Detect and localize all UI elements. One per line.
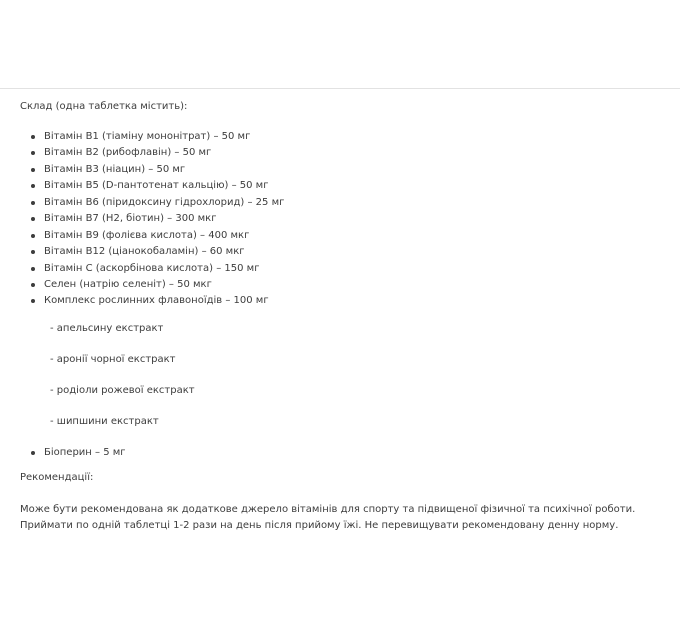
flavonoid-extract-item: - апельсину екстракт xyxy=(50,323,164,334)
ingredient-label: Вітамін В7 (Н2, біотин) – 300 мкг xyxy=(44,213,217,225)
ingredient-label: Вітамін В12 (ціанокобаламін) – 60 мкг xyxy=(44,246,245,258)
ingredient-label: Вітамін С (аскорбінова кислота) – 150 мг xyxy=(44,262,260,274)
ingredient-label: Вітамін В3 (ніацин) – 50 мг xyxy=(44,163,186,175)
flavonoid-extract-item: - аронії чорної екстракт xyxy=(50,354,176,365)
list-item xyxy=(0,178,284,194)
list-item xyxy=(0,445,126,461)
bullet-icon xyxy=(31,451,35,455)
list-item xyxy=(0,228,284,244)
bullet-icon xyxy=(31,151,35,155)
bullet-icon xyxy=(31,283,35,287)
composition-heading: Склад (одна таблетка містить): xyxy=(20,101,188,112)
list-item xyxy=(0,244,284,260)
bullet-icon xyxy=(31,201,35,205)
ingredient-label: Вітамін В1 (тіаміну мононітрат) – 50 мг xyxy=(44,131,251,142)
bullet-icon xyxy=(31,168,35,172)
recommendations-heading: Рекомендації: xyxy=(20,472,94,483)
ingredients-list xyxy=(0,129,284,310)
ingredient-label: Вітамін В9 (фолієва кислота) – 400 мкг xyxy=(44,229,250,241)
bullet-icon xyxy=(31,135,35,139)
bullet-icon xyxy=(31,234,35,238)
flavonoid-extract-item: - шипшини екстракт xyxy=(50,416,159,427)
ingredient-label: Вітамін В6 (піридоксину гідрохлорид) – 25 мг xyxy=(44,196,285,208)
ingredient-label: Вітамін В5 (D-пантотенат кальцію) – 50 мг xyxy=(44,180,269,192)
list-item xyxy=(0,261,284,277)
recommendations-text: Може бути рекомендована як додаткове джерело вітамінів для спорту та підвищеної фізичної та психічної роботи. Приймати по одній таблетці 1-2 рази на день після прийому їжі. Не перевищувати рекомендовану денну норму. xyxy=(20,504,636,531)
list-item xyxy=(0,293,284,309)
ingredient-label: Біоперин – 5 мг xyxy=(44,447,126,458)
ingredient-label: Вітамін В2 (рибофлавін) – 50 мг xyxy=(44,147,212,159)
section-divider xyxy=(0,88,680,89)
bullet-icon xyxy=(31,217,35,221)
list-item xyxy=(0,145,284,161)
bullet-icon xyxy=(31,267,35,271)
list-item xyxy=(0,277,284,293)
list-item xyxy=(0,129,284,145)
list-item xyxy=(0,162,284,178)
list-item xyxy=(0,211,284,227)
ingredient-label: Комплекс рослинних флавоноїдів – 100 мг xyxy=(44,295,269,307)
list-item xyxy=(0,195,284,211)
flavonoid-extract-item: - родіоли рожевої екстракт xyxy=(50,385,195,396)
bullet-icon xyxy=(31,299,35,303)
ingredient-label: Селен (натрію селеніт) – 50 мкг xyxy=(44,278,212,290)
bullet-icon xyxy=(31,184,35,188)
bullet-icon xyxy=(31,250,35,254)
